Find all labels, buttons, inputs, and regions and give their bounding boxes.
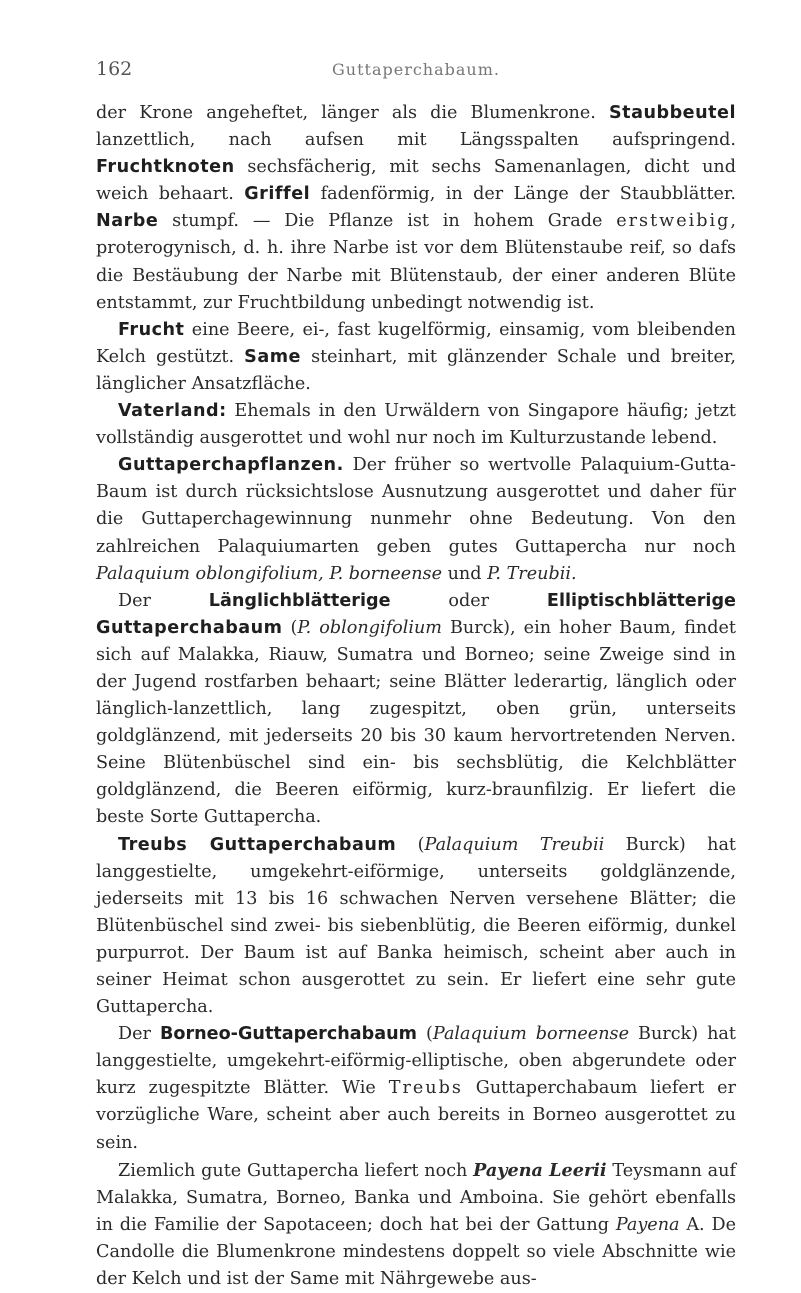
- text-run: Ziemlich gute Guttapercha liefert noch: [118, 1160, 474, 1181]
- genus-payena: Payena: [615, 1214, 680, 1235]
- spaced-treubs: Treubs: [388, 1078, 463, 1099]
- species-oblongifolium: P. oblongifolium: [297, 617, 442, 638]
- species-names: Palaquium oblongifolium, P. borneense: [96, 563, 442, 584]
- paragraph-payena: [96, 1157, 736, 1293]
- page-number: 162: [96, 58, 133, 80]
- term-borneo-guttaperchabaum: Borneo-Guttaperchabaum: [159, 1024, 417, 1045]
- species-treubii: P. Treubii.: [487, 563, 577, 584]
- term-frucht: Frucht: [118, 319, 185, 340]
- text-run: eine Beere, ei-, fast kugelförmig, einsamig, vom bleibenden Kelch gestützt.: [96, 319, 736, 367]
- text-run: und: [441, 563, 488, 584]
- text-run: (: [417, 1024, 433, 1045]
- text-run: Guttaperchabaum liefert er vorzügliche Ware, scheint aber auch bereits in Borneo ausgerottet zu sein.: [96, 1078, 736, 1153]
- text-run: (: [396, 834, 425, 855]
- page-header: [96, 58, 736, 82]
- text-run: Ehemals in den Urwäldern von Singapore häufig; jetzt vollständig ausgerottet und wohl nur noch im Kulturzustande lebend.: [96, 401, 736, 449]
- spaced-erstweibig: erstweibig: [616, 211, 731, 232]
- term-guttaperchabaum: Guttaperchabaum: [96, 617, 283, 638]
- body-text: [96, 100, 736, 1293]
- text-run: Teysmann auf Malakka, Sumatra, Borneo, Banka und Amboina. Sie gehört ebenfalls in die Familie der Sapotaceen; doch hat bei der Gattung: [96, 1160, 736, 1235]
- term-same: Same: [244, 346, 301, 367]
- term-narbe: Narbe: [96, 211, 159, 232]
- paragraph-borneense: [96, 1021, 736, 1156]
- text-run: Burck) hat langgestielte, umgekehrt-eiförmige, unterseits goldglänzende, jederseits mit 13 bis 16 schwachen Nerven versehene Blätter; die Blütenbüschel sind zwei- bis siebenblütig, die Beeren eiförmig, dunkel purpurrot. Der Baum ist auf Banka heimisch, scheint aber auch in seiner Heimat schon ausgerottet zu sein. Er liefert eine sehr gute Guttapercha.: [96, 834, 737, 1018]
- text-run: , proterogynisch, d. h. ihre Narbe ist vor dem Blütenstaube reif, so dafs die Bestäubung der Narbe mit Blütenstaub, der einer anderen Blüte entstammt, zur Fruchtbildung unbedingt notwendig ist.: [96, 211, 736, 313]
- text-run: steinhart, mit glänzender Schale und breiter, länglicher Ansatzfläche.: [96, 346, 736, 394]
- species-palaquium-borneense: Palaquium borneense: [432, 1024, 629, 1045]
- paragraph-oblongifolium: [96, 588, 736, 832]
- species-payena-leerii: Payena Leerii: [473, 1159, 607, 1181]
- term-elliptischblaetterige: Elliptischblätterige: [546, 590, 736, 611]
- text-run: stumpf. — Die Pflanze ist in hohem Grade: [158, 211, 617, 232]
- text-run: Der: [118, 590, 209, 611]
- text-run: oder: [390, 590, 547, 611]
- text-run: lanzettlich, nach aufsen mit Längsspalten aufspringend.: [96, 130, 736, 151]
- term-vaterland: Vaterland:: [118, 401, 227, 422]
- text-run: sechsfächerig, mit sechs Samenanlagen, dicht und weich behaart.: [96, 157, 736, 205]
- term-fruchtknoten: Fruchtknoten: [96, 157, 235, 178]
- term-staubbeutel: Staubbeutel: [609, 103, 736, 123]
- term-griffel: Griffel: [244, 184, 311, 205]
- text-run: Burck) hat langgestielte, umgekehrt-eiförmig-elliptische, oben abgerundete oder kurz zugespitzte Blätter. Wie: [96, 1024, 736, 1099]
- paragraph-vaterland: [96, 398, 736, 452]
- paragraph-treubii: [96, 832, 736, 1022]
- paragraph-flower-anatomy: [96, 100, 736, 317]
- text-run: fadenförmig, in der Länge der Staubblätter.: [310, 184, 736, 205]
- paragraph-guttaperchapflanzen: [96, 452, 736, 587]
- paragraph-frucht: [96, 317, 736, 398]
- text-run: Der früher so wertvolle Palaquium-Gutta-Baum ist durch rücksichtslose Ausnutzung ausgerottet und daher für die Guttaperchagewinnung nunmehr ohne Bedeutung. Von den zahlreichen Palaquiumarten geben gutes Guttapercha nur noch: [96, 455, 736, 557]
- running-title: Guttaperchabaum.: [332, 60, 500, 79]
- term-guttaperchapflanzen: Guttaperchapflanzen.: [118, 455, 344, 476]
- term-treubs-guttaperchabaum: Treubs Guttaperchabaum: [118, 834, 397, 855]
- text-run: (: [282, 617, 298, 638]
- text-run: der Krone angeheftet, länger als die Blumenkrone.: [96, 103, 609, 123]
- text-run: Burck), ein hoher Baum, findet sich auf Malakka, Riauw, Sumatra und Borneo; seine Zweige sind in der Jugend rostfarben behaart; seine Blätter lederartig, länglich oder länglich-lanzettlich, lang zugespitzt, oben grün, unterseits goldglänzend, mit jederseits 20 bis 30 kaum hervortretenden Nerven. Seine Blütenbüschel sind ein- bis sechsblütig, die Kelchblätter goldglänzend, die Beeren eiförmig, kurz-braunfilzig. Er liefert die beste Sorte Guttapercha.: [96, 617, 736, 828]
- text-run: Der: [118, 1024, 160, 1045]
- species-palaquium-treubii: Palaquium Treubii: [424, 834, 605, 855]
- text-run: A. De Candolle die Blumenkrone mindestens doppelt so viele Abschnitte wie der Kelch und ist der Same mit Nährgewebe aus-: [96, 1214, 736, 1290]
- term-laenglichblaetterige: Länglichblätterige: [208, 590, 391, 611]
